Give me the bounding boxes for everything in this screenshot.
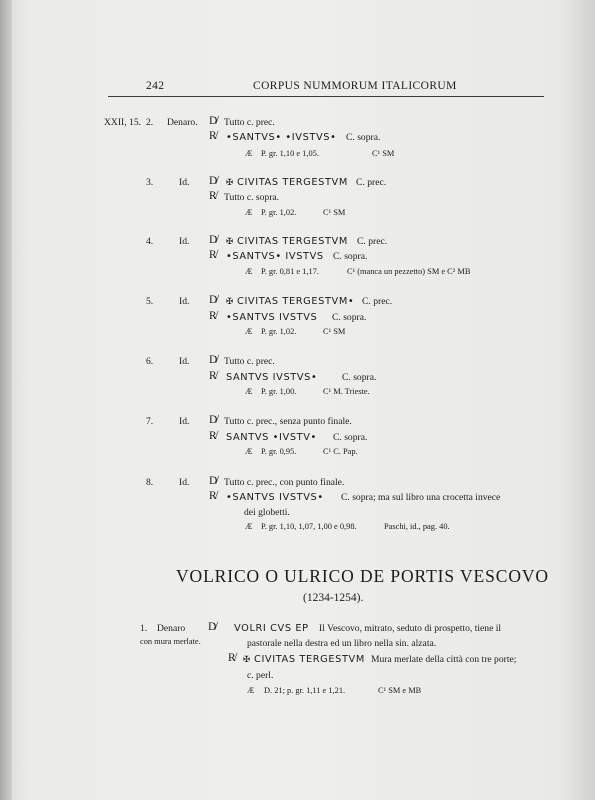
collection: Paschi, id., pag. 40. — [384, 522, 450, 531]
reverse-description: Mura merlate della città con tre porte; — [371, 654, 517, 665]
obverse-symbol: D̸ — [209, 294, 218, 306]
metal: Æ — [245, 522, 253, 531]
reverse-description: C. sopra. — [333, 251, 368, 262]
running-title: CORPUS NUMMORUM ITALICORUM — [253, 80, 457, 92]
entry-number: 3. — [146, 177, 154, 188]
coin-type: Denaro — [157, 623, 186, 634]
entry-number: 8. — [146, 477, 154, 488]
reverse-description: C. sopra. — [333, 432, 368, 443]
coin-type-note: con mura merlate. — [140, 637, 201, 646]
cross-icon: ✠ — [226, 178, 234, 187]
metal: Æ — [245, 267, 253, 276]
reverse-legend: •SANTVS• •IVSTVS• — [226, 132, 337, 143]
reverse-description: C. sopra. — [332, 312, 367, 323]
metal: Æ — [245, 208, 253, 217]
entry-number: 5. — [146, 296, 154, 307]
plate-reference: XXII, 15. — [104, 117, 142, 128]
reverse-description: Tutto c. sopra. — [224, 192, 280, 203]
reverse-symbol: R̸ — [209, 130, 217, 142]
metal: Æ — [245, 327, 253, 336]
obverse-description: Tutto c. prec., senza punto finale. — [224, 416, 352, 427]
reverse-legend: SANTVS •IVSTV• — [226, 432, 317, 443]
weight: P. gr. 1,10 e 1,05. — [261, 149, 319, 158]
reverse-description: C. sopra. — [346, 132, 381, 143]
reverse-symbol: R̸ — [209, 310, 217, 322]
obverse-description: Il Vescovo, mitrato, seduto di prospetto, tiene il — [319, 623, 502, 634]
coin-type: Id. — [179, 356, 190, 367]
weight: P. gr. 0,81 e 1,17. — [261, 267, 319, 276]
collection: C¹ M. Trieste. — [323, 387, 370, 396]
cross-icon: ✠ — [226, 297, 234, 306]
cross-icon: ✠ — [243, 655, 251, 664]
reverse-legend: CIVITAS TERGESTVM — [254, 654, 365, 665]
obverse-symbol: D̸ — [209, 234, 218, 246]
reverse-description: C. sopra. — [342, 372, 377, 383]
reverse-symbol: R̸ — [209, 249, 217, 261]
collection: C¹ SM — [323, 327, 346, 336]
header-rule — [108, 96, 544, 97]
book-spine-shadow — [0, 0, 12, 800]
obverse-symbol: D̸ — [208, 621, 217, 633]
metal: Æ — [245, 149, 253, 158]
reverse-description-continued: dei globetti. — [244, 507, 290, 518]
collection: C¹ (manca un pezzetto) SM e C² MB — [347, 267, 471, 276]
obverse-description: C. prec. — [356, 177, 387, 188]
obverse-description-continued: pastorale nella destra ed un libro nella sin. alzata. — [247, 638, 437, 649]
reverse-legend: •SANTVS IVSTVS — [226, 312, 318, 323]
obverse-legend: CIVITAS TERGESTVM — [237, 236, 348, 247]
section-title: VOLRICO O ULRICO DE PORTIS VESCOVO — [176, 566, 549, 586]
obverse-description: C. prec. — [362, 296, 393, 307]
entry-number: 1. — [140, 623, 148, 634]
reverse-description-continued: c. perl. — [247, 670, 274, 681]
coin-type: Id. — [179, 296, 190, 307]
weight: D. 21; p. gr. 1,11 e 1,21. — [264, 686, 346, 695]
metal: Æ — [245, 387, 253, 396]
page-edge-shadow — [555, 0, 595, 800]
coin-type: Id. — [179, 177, 190, 188]
obverse-description: Tutto c. prec., con punto finale. — [224, 477, 345, 488]
reverse-symbol: R̸ — [209, 190, 217, 202]
reverse-legend: SANTVS IVSTVS• — [226, 372, 318, 383]
entry-number: 2. — [146, 117, 154, 128]
weight: P. gr. 1,02. — [261, 327, 297, 336]
coin-type: Id. — [179, 236, 190, 247]
entry-number: 4. — [146, 236, 154, 247]
section-dates: (1234-1254). — [303, 592, 364, 604]
obverse-symbol: D̸ — [209, 475, 218, 487]
collection: C¹ SM — [372, 149, 395, 158]
metal: Æ — [247, 686, 255, 695]
obverse-description: C. prec. — [357, 236, 388, 247]
weight: P. gr. 0,95. — [261, 447, 297, 456]
page-number: 242 — [146, 80, 165, 92]
obverse-description: Tutto c. prec. — [224, 117, 275, 128]
entry-number: 7. — [146, 416, 154, 427]
collection: C¹ C. Pap. — [323, 447, 358, 456]
weight: P. gr. 1,00. — [261, 387, 297, 396]
reverse-symbol: R̸ — [209, 370, 217, 382]
obverse-description: Tutto c. prec. — [224, 356, 275, 367]
reverse-symbol: R̸ — [228, 652, 236, 664]
collection: C¹ SM — [323, 208, 346, 217]
reverse-legend: •SANTVS• IVSTVS — [226, 251, 324, 262]
obverse-legend: CIVITAS TERGESTVM — [237, 177, 348, 188]
coin-type: Id. — [179, 416, 190, 427]
reverse-symbol: R̸ — [209, 490, 217, 502]
obverse-symbol: D̸ — [209, 115, 218, 127]
collection: C¹ SM e MB — [378, 686, 422, 695]
reverse-symbol: R̸ — [209, 430, 217, 442]
reverse-legend: •SANTVS IVSTVS• — [226, 492, 324, 503]
metal: Æ — [245, 447, 253, 456]
obverse-legend: CIVITAS TERGESTVM• — [237, 296, 355, 307]
coin-type: Denaro. — [167, 117, 198, 128]
reverse-description: C. sopra; ma sul libro una crocetta invece — [341, 492, 501, 503]
obverse-legend: VOLRI CVS EP — [234, 623, 309, 634]
cross-icon: ✠ — [226, 237, 234, 246]
obverse-symbol: D̸ — [209, 414, 218, 426]
coin-type: Id. — [179, 477, 190, 488]
weight: P. gr. 1,02. — [261, 208, 297, 217]
entry-number: 6. — [146, 356, 154, 367]
obverse-symbol: D̸ — [209, 175, 218, 187]
obverse-symbol: D̸ — [209, 354, 218, 366]
weight: P. gr. 1,10, 1,07, 1,00 e 0,98. — [261, 522, 357, 531]
